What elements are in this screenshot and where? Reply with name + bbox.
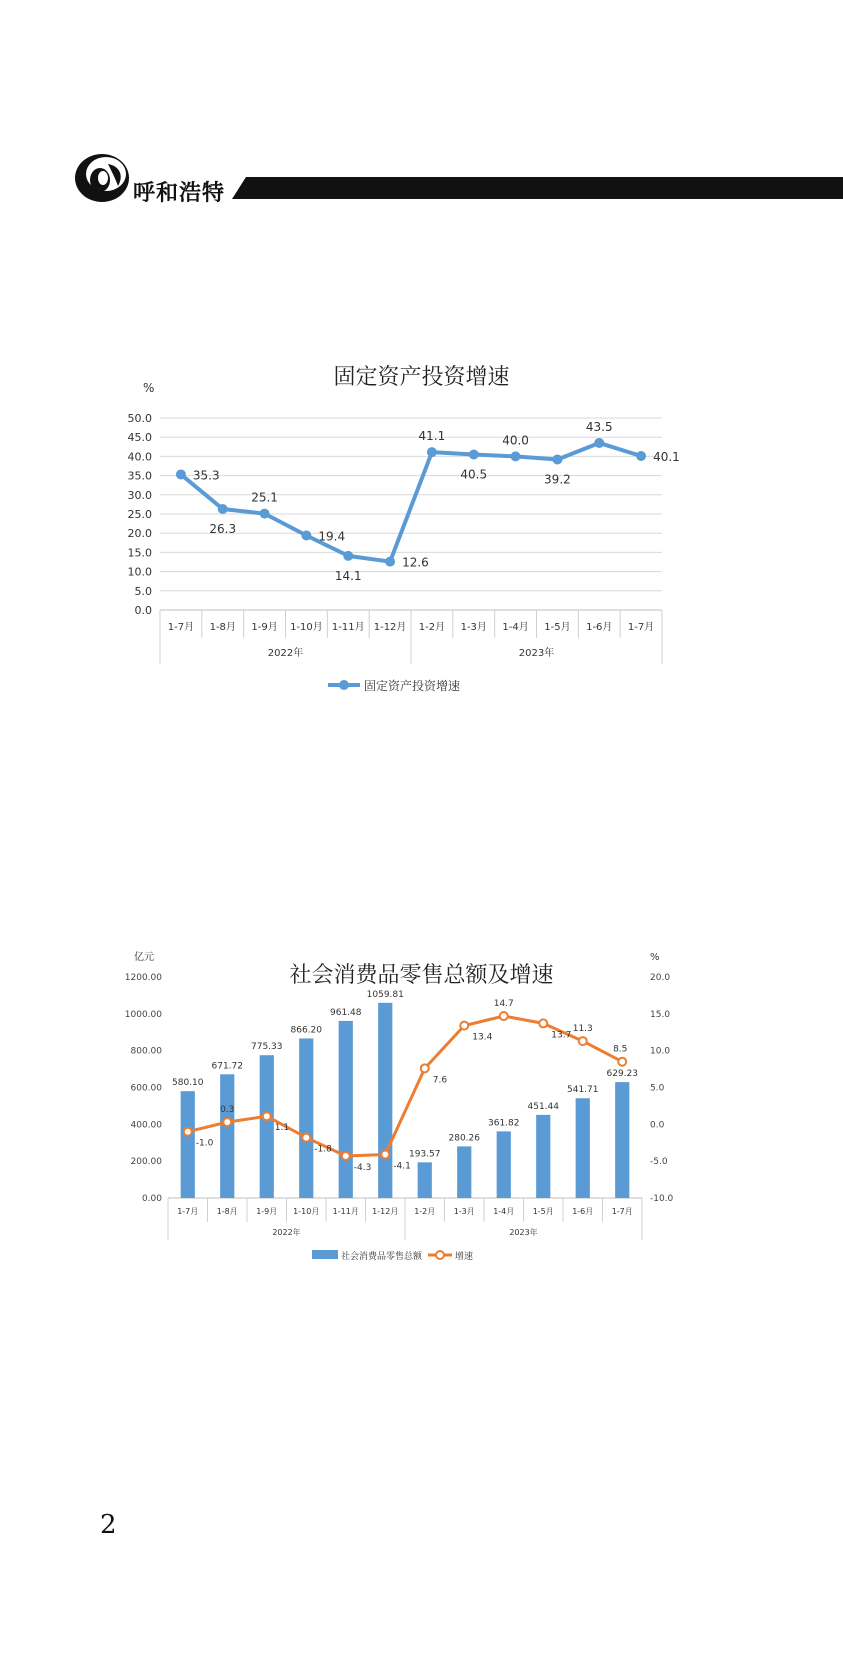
- growth-label: 0.3: [220, 1105, 235, 1116]
- x-tick-label: 1-5月: [544, 622, 571, 633]
- growth-label: 14.7: [493, 999, 514, 1010]
- legend-bar-label: 社会消费品零售总额: [341, 1252, 423, 1262]
- growth-point: [381, 1151, 389, 1159]
- investment-chart-title: 固定资产投资增速: [333, 365, 510, 390]
- data-label: 43.5: [585, 419, 613, 434]
- growth-point: [618, 1058, 626, 1066]
- growth-label: -4.1: [393, 1161, 411, 1172]
- bar-value-label: 1059.81: [366, 989, 404, 1000]
- sales-bar: [378, 1003, 392, 1198]
- growth-label: 13.7: [551, 1030, 572, 1041]
- bar-value-label: 671.72: [211, 1061, 243, 1072]
- y-tick-label: 20.0: [127, 527, 152, 541]
- growth-point: [263, 1112, 271, 1120]
- x-tick-label: 1-3月: [453, 1207, 475, 1216]
- bar-value-label: 629.23: [606, 1069, 638, 1080]
- bar-value-label: 866.20: [290, 1025, 322, 1036]
- growth-point: [579, 1037, 587, 1045]
- data-label: 41.1: [418, 429, 446, 444]
- sales-bar: [576, 1098, 590, 1198]
- data-label: 25.1: [251, 490, 278, 505]
- data-label: 19.4: [318, 529, 346, 544]
- x-tick-label: 1-5月: [532, 1207, 554, 1216]
- x-tick-label: 1-7月: [177, 1207, 199, 1216]
- y2-tick-label: -10.0: [650, 1194, 674, 1204]
- growth-point: [223, 1118, 231, 1126]
- x-tick-label: 1-3月: [460, 622, 487, 633]
- y2-tick-label: 5.0: [650, 1083, 665, 1094]
- header-title: 呼和浩特: [133, 181, 226, 206]
- sales-bar: [457, 1146, 471, 1198]
- group-label: 2022年: [267, 648, 304, 659]
- x-tick-label: 1-9月: [251, 622, 278, 633]
- sales-bar: [339, 1021, 353, 1198]
- page-number: 2: [100, 1510, 117, 1540]
- y-axis-unit: 亿元: [134, 952, 154, 963]
- y-tick-label: 800.00: [130, 1046, 162, 1057]
- growth-label: 13.4: [472, 1032, 493, 1043]
- y-tick-label: 400.00: [130, 1120, 162, 1131]
- y2-tick-label: 15.0: [650, 1009, 671, 1020]
- growth-point: [421, 1064, 429, 1072]
- y-tick-label: 200.00: [130, 1157, 162, 1168]
- data-label: 40.0: [502, 433, 529, 448]
- y-tick-label: 45.0: [127, 431, 152, 445]
- bar-value-label: 361.82: [488, 1118, 520, 1129]
- y-tick-label: 50.0: [127, 412, 152, 425]
- bar-value-label: 580.10: [172, 1078, 204, 1089]
- x-tick-label: 1-8月: [216, 1207, 238, 1216]
- x-tick-label: 1-4月: [502, 622, 529, 633]
- y2-tick-label: 10.0: [650, 1046, 671, 1057]
- group-label: 2022年: [272, 1228, 301, 1237]
- sales-bar: [260, 1055, 274, 1198]
- growth-label: -4.3: [353, 1163, 372, 1174]
- legend-bar-swatch: [312, 1250, 338, 1259]
- bar-value-label: 280.26: [448, 1133, 480, 1144]
- y-tick-label: 40.0: [127, 450, 152, 464]
- growth-point: [500, 1012, 508, 1020]
- growth-label: 1.1: [274, 1123, 290, 1134]
- x-tick-label: 1-11月: [332, 1207, 359, 1216]
- growth-point: [539, 1019, 547, 1027]
- x-tick-label: 1-2月: [414, 1207, 436, 1216]
- growth-point: [342, 1152, 350, 1160]
- growth-label: -1.8: [314, 1144, 332, 1155]
- x-tick-label: 1-7月: [167, 622, 195, 633]
- group-label: 2023年: [509, 1228, 538, 1237]
- sales-bar: [299, 1038, 313, 1198]
- y2-tick-label: 20.0: [650, 973, 671, 983]
- growth-point: [184, 1128, 192, 1136]
- x-tick-label: 1-10月: [293, 1207, 320, 1216]
- legend-line-label: 增速: [455, 1252, 474, 1262]
- growth-label: 8.5: [613, 1044, 628, 1055]
- data-label: 40.1: [653, 450, 680, 465]
- x-tick-label: 1-4月: [493, 1207, 515, 1216]
- y-tick-label: 15.0: [127, 546, 152, 560]
- data-label: 14.1: [334, 568, 362, 583]
- x-tick-label: 1-2月: [418, 622, 446, 633]
- sales-bar: [220, 1074, 234, 1198]
- y-tick-label: 1200.00: [124, 973, 162, 983]
- growth-point: [460, 1022, 468, 1030]
- y-tick-label: 25.0: [127, 508, 152, 521]
- retail-chart-title: 社会消费品零售总额及增速: [289, 963, 554, 988]
- bar-value-label: 961.48: [330, 1007, 362, 1018]
- legend-label: 固定资产投资增速: [364, 679, 461, 693]
- group-label: 2023年: [518, 648, 555, 659]
- data-label: 26.3: [209, 522, 237, 537]
- x-tick-label: 1-12月: [372, 1207, 399, 1216]
- x-tick-label: 1-6月: [572, 1207, 594, 1216]
- y2-tick-label: 0.0: [650, 1120, 665, 1131]
- x-tick-label: 1-7月: [611, 1207, 633, 1216]
- legend-line-marker: [436, 1251, 444, 1259]
- data-label: 39.2: [544, 472, 571, 487]
- growth-label: -1.0: [195, 1138, 214, 1149]
- bar-value-label: 541.71: [567, 1085, 599, 1096]
- sales-bar: [497, 1131, 511, 1198]
- growth-label: 11.3: [572, 1024, 593, 1035]
- y-tick-label: 0.0: [134, 604, 152, 617]
- x-tick-label: 1-10月: [290, 622, 323, 633]
- y-tick-label: 30.0: [127, 488, 152, 502]
- sales-bar: [181, 1091, 195, 1198]
- y-tick-label: 35.0: [127, 469, 152, 483]
- x-tick-label: 1-7月: [627, 622, 655, 633]
- data-label: 35.3: [192, 468, 220, 483]
- bar-value-label: 775.33: [251, 1042, 283, 1053]
- y2-tick-label: -5.0: [650, 1157, 668, 1168]
- y-tick-label: 10.0: [127, 565, 152, 579]
- x-tick-label: 1-12月: [373, 622, 407, 633]
- x-tick-label: 1-9月: [256, 1207, 278, 1216]
- sales-bar: [615, 1082, 629, 1198]
- x-tick-label: 1-11月: [331, 622, 365, 633]
- bar-value-label: 451.44: [527, 1101, 559, 1112]
- y-tick-label: 600.00: [130, 1083, 162, 1094]
- growth-label: 7.6: [432, 1075, 448, 1086]
- data-label: 40.5: [460, 467, 488, 482]
- bar-value-label: 193.57: [409, 1149, 441, 1160]
- y-tick-label: 5.0: [134, 584, 152, 598]
- y-axis-unit: %: [143, 381, 155, 395]
- x-tick-label: 1-6月: [586, 622, 613, 633]
- y2-axis-unit: %: [650, 952, 660, 963]
- sales-bar: [418, 1162, 432, 1198]
- growth-point: [302, 1134, 310, 1142]
- x-tick-label: 1-8月: [209, 622, 236, 633]
- y-tick-label: 0.00: [141, 1194, 162, 1204]
- y-tick-label: 1000.00: [124, 1009, 162, 1020]
- sales-bar: [536, 1115, 550, 1198]
- data-label: 12.6: [402, 555, 429, 570]
